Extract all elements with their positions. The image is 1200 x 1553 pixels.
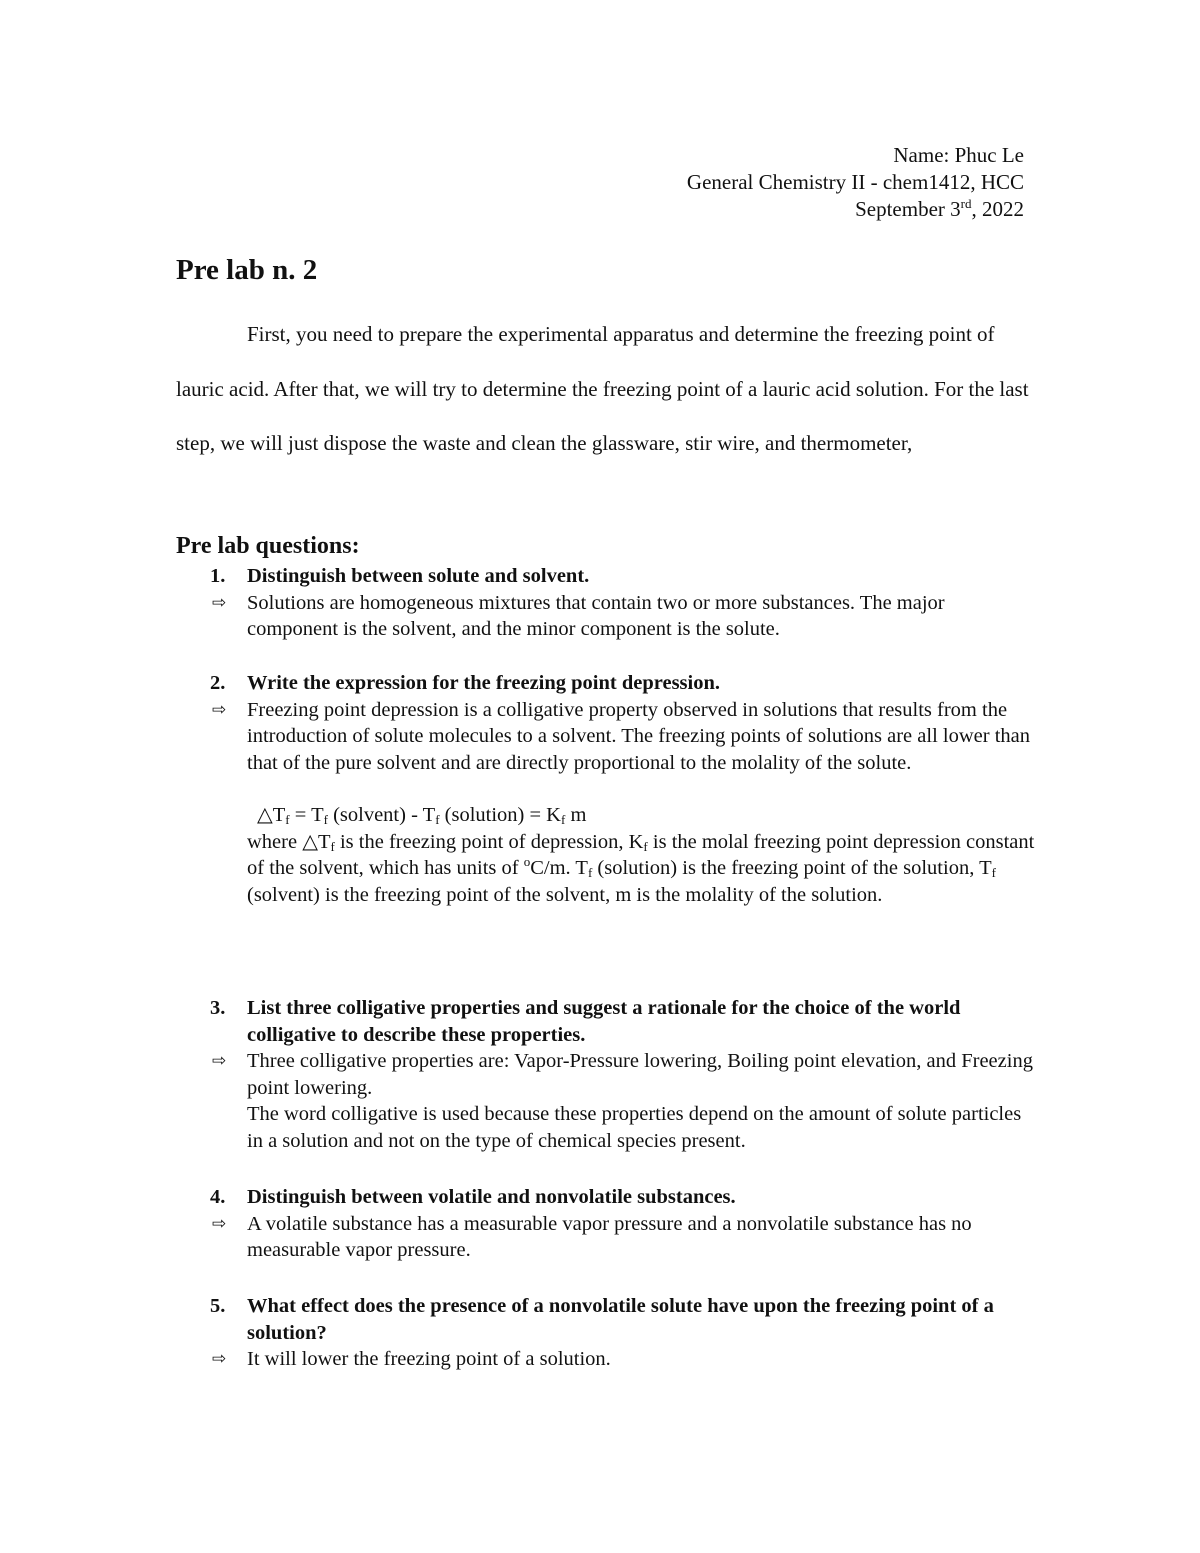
author-name: Name: Phuc Le [893, 143, 1024, 167]
document-title: Pre lab n. 2 [176, 254, 318, 286]
intro-paragraph: First, you need to prepare the experimental apparatus and determine the freezing point of lauric acid. After that, we will try to determine the freezing point of a lauric acid solution. For the last step, we will just dispose the waste and clean the glassware, stir wire, and thermometer, [176, 322, 1029, 455]
arrow-icon: ⇨ [212, 1349, 227, 1369]
document-header [687, 142, 1024, 223]
question-text: What effect does the presence of a nonvolatile solute have upon the freezing point of a solution? [247, 1295, 994, 1344]
answer-text: Freezing point depression is a colligative property observed in solutions that results from the introduction of solute molecules to a solvent. The freezing points of solutions are all lower than that of the pure solvent and are directly proportional to the molality of the solute. [247, 698, 1030, 774]
questions-heading: Pre lab questions: [176, 533, 360, 559]
arrow-icon: ⇨ [212, 1213, 227, 1234]
arrow-icon: ⇨ [212, 1051, 227, 1071]
answer-text: A volatile substance has a measurable vapor pressure and a nonvolatile substance has no measurable vapor pressure. [247, 1212, 972, 1261]
course-info: General Chemistry II - chem1412, HCC [686, 170, 1024, 194]
question-number: 3. [210, 997, 226, 1019]
question-text: List three colligative properties and suggest a rationale for the choice of the world colligative to describe these properties. [247, 997, 961, 1046]
question-item [176, 1293, 1036, 1373]
question-number: 2. [210, 672, 226, 694]
question-text: Distinguish between solute and solvent. [247, 565, 590, 587]
answer-text: It will lower the freezing point of a solution. [247, 1348, 611, 1370]
formula-explanation: where $\triangle T_f$ is the freezing point of depression, $K_f$ is the molal freezing point depression constant of the solvent, which has units of $^o$C/m. $T_f$ (solution) is the freezing point of the solution, $T_f$ (solvent) is the freezing point of the solvent, m is the molality of the solution. [247, 830, 1035, 906]
answer-text: Three colligative properties are: Vapor-Pressure lowering, Boiling point elevation, and Freezing point lowering. [247, 1050, 1033, 1099]
question-item [176, 995, 1036, 1154]
question-item [176, 563, 1036, 643]
answer-text: Solutions are homogeneous mixtures that contain two or more substances. The major component is the solvent, and the minor component is the solute. [247, 591, 945, 640]
question-number: 5. [210, 1295, 226, 1317]
document-date: September 3rd, 2022 [855, 196, 1024, 221]
question-number: 4. [210, 1186, 226, 1208]
question-item [176, 670, 1036, 908]
freezing-point-formula: $\triangle T_f = T_f$ (solvent) - $T_f$ (solution) = $K_f$ m [257, 804, 587, 827]
question-number: 1. [210, 565, 226, 587]
question-text: Distinguish between volatile and nonvolatile substances. [247, 1186, 736, 1208]
question-text: Write the expression for the freezing point depression. [247, 672, 720, 694]
answer-text-continued: The word colligative is used because these properties depend on the amount of solute particles in a solution and not on the type of chemical species present. [247, 1103, 1022, 1152]
arrow-icon: ⇨ [212, 592, 227, 613]
arrow-icon: ⇨ [212, 699, 227, 720]
question-item [176, 1184, 1036, 1264]
